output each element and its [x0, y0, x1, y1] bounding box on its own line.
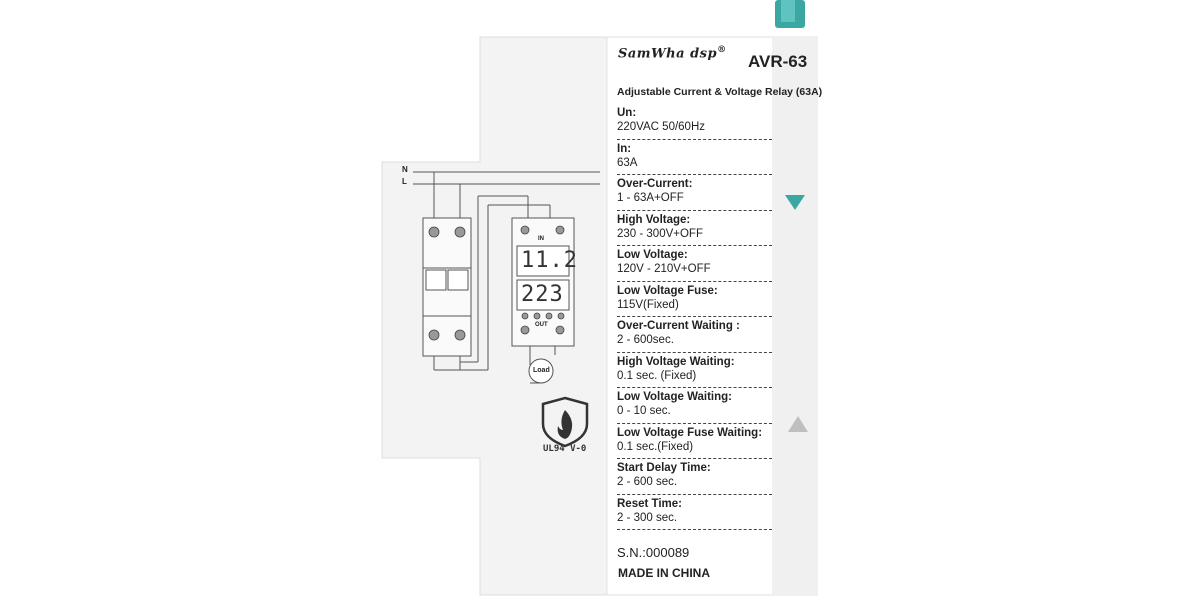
spec-row [617, 459, 772, 495]
spec-key: Un: [617, 107, 637, 119]
spec-key: High Voltage Waiting: [617, 355, 735, 368]
spec-row [617, 388, 772, 424]
spec-key: Low Voltage Fuse Waiting: [617, 426, 763, 439]
spec-row [617, 104, 772, 140]
spec-row [617, 211, 772, 247]
spec-row [617, 424, 772, 460]
spec-row [617, 495, 772, 531]
brand-logo: SamWha dsp® [618, 45, 727, 62]
spec-key: Reset Time: [617, 497, 682, 510]
spec-value: 115V(Fixed) [617, 298, 679, 311]
spec-value: 220VAC 50/60Hz [617, 121, 706, 133]
origin-label: MADE IN CHINA [618, 566, 710, 580]
spec-value: 0 - 10 sec. [617, 405, 671, 417]
spec-value: 2 - 300 sec. [617, 511, 678, 524]
spec-key: In: [617, 142, 632, 155]
spec-key: Low Voltage Waiting: [617, 391, 732, 403]
flame-rating: UL94 V-0 [543, 444, 587, 454]
spec-value: 0.1 sec. (Fixed) [617, 369, 697, 382]
spec-list [617, 104, 772, 530]
spec-row [617, 140, 772, 176]
spec-row [617, 353, 772, 389]
spec-key: Start Delay Time: [617, 462, 711, 474]
spec-value: 1 - 63A+OFF [617, 192, 684, 204]
spec-key: Over-Current: [617, 178, 693, 190]
load-label: Load [533, 367, 550, 374]
spec-row [617, 246, 772, 282]
spec-value: 230 - 300V+OFF [617, 227, 703, 240]
spec-value: 2 - 600 sec. [617, 476, 678, 488]
spec-value: 0.1 sec.(Fixed) [617, 440, 694, 453]
voltage-display: 223 [521, 282, 564, 307]
spec-row [617, 175, 772, 211]
product-subtitle: Adjustable Current & Voltage Relay (63A) [617, 86, 823, 98]
neutral-label: N [402, 165, 408, 174]
serial-number: S.N.:000089 [617, 545, 690, 560]
out-label: OUT [535, 322, 548, 328]
spec-value: 120V - 210V+OFF [617, 263, 711, 275]
spec-row [617, 282, 772, 318]
spec-value: 63A [617, 156, 638, 169]
current-display: 11.2 [521, 248, 578, 273]
spec-key: Over-Current Waiting : [617, 320, 740, 332]
spec-row [617, 317, 772, 353]
spec-key: High Voltage: [617, 213, 691, 226]
spec-key: Low Voltage Fuse: [617, 284, 718, 297]
line-label: L [402, 177, 407, 186]
model-number: AVR-63 [748, 52, 808, 71]
in-label: IN [538, 236, 544, 242]
spec-key: Low Voltage: [617, 249, 688, 261]
spec-value: 2 - 600sec. [617, 334, 674, 346]
